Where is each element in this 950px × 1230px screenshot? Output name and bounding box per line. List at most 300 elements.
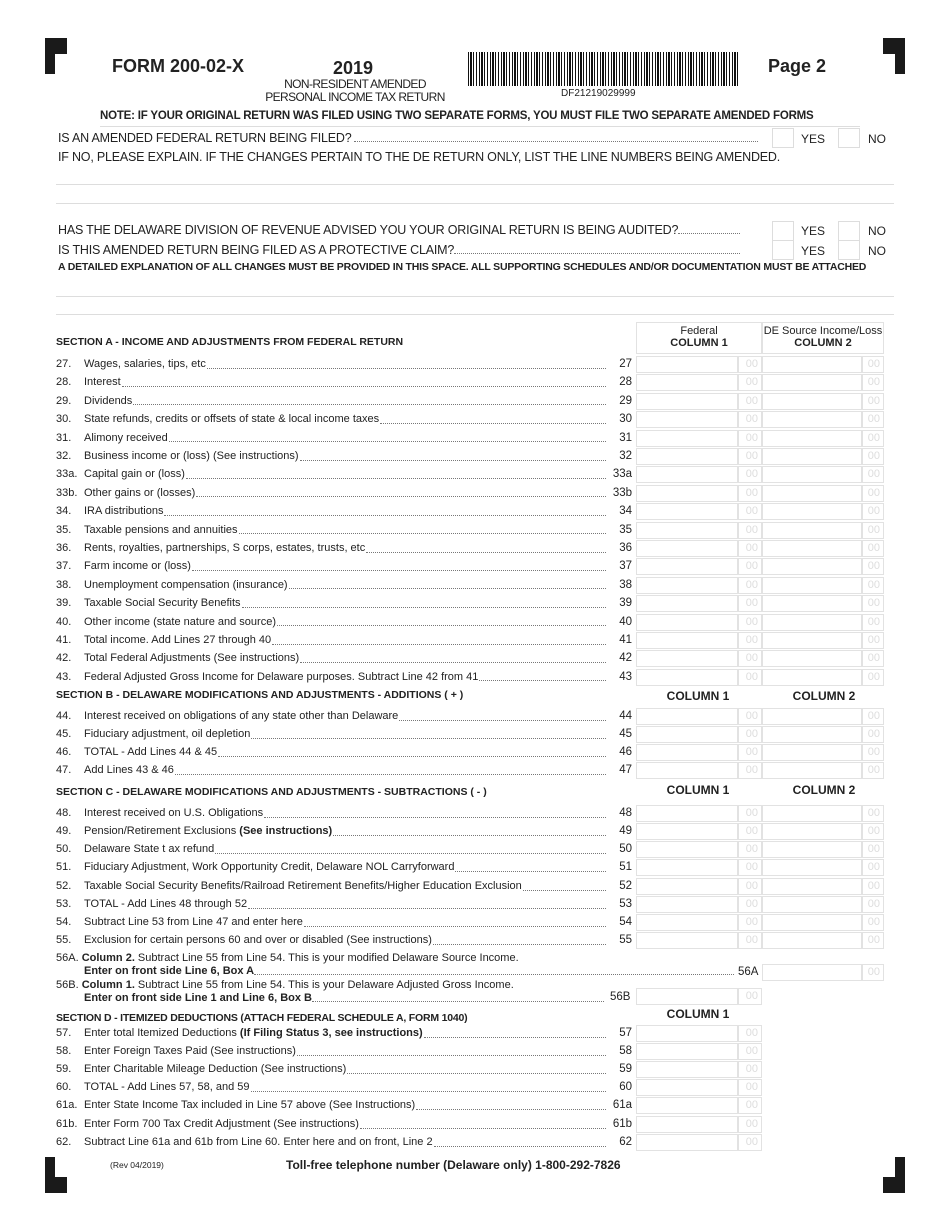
- no-checkbox-protective[interactable]: [838, 240, 860, 260]
- line-number: 56A.: [56, 952, 79, 964]
- line-59-col1-cents[interactable]: 00: [738, 1061, 762, 1078]
- line-ref: 38: [619, 578, 632, 591]
- line-40-col2-amount[interactable]: [762, 614, 862, 631]
- line-31-col2-amount[interactable]: [762, 430, 862, 447]
- line-29-col1-cents[interactable]: 00: [738, 393, 762, 410]
- line-ref: 43: [619, 670, 632, 683]
- line-52-col2-amount[interactable]: [762, 878, 862, 895]
- line-27-col1-amount[interactable]: [636, 356, 738, 373]
- line-50-col1-amount[interactable]: [636, 841, 738, 858]
- line-58-col1-cents[interactable]: 00: [738, 1043, 762, 1060]
- line-53-col1-amount[interactable]: [636, 896, 738, 913]
- line-56b-cents[interactable]: 00: [738, 988, 762, 1005]
- line-53-col2-amount[interactable]: [762, 896, 862, 913]
- line-56b: [56, 979, 514, 991]
- line-label: [84, 934, 432, 946]
- no-checkbox-audited[interactable]: [838, 221, 860, 241]
- line-55-col1-cents[interactable]: 00: [738, 932, 762, 949]
- leader: [215, 845, 606, 854]
- line-49-col2-amount[interactable]: [762, 823, 862, 840]
- line-label: [84, 1099, 415, 1111]
- line-label-text: Fiduciary Adjustment, Work Opportunity Credit, Delaware NOL Carryforward: [84, 861, 455, 873]
- line-54-col1-cents[interactable]: 00: [738, 914, 762, 931]
- line-52-col2-cents[interactable]: 00: [862, 878, 884, 895]
- line-29-col2-cents[interactable]: 00: [862, 393, 884, 410]
- line-47-col1-amount[interactable]: [636, 762, 738, 779]
- leader: [297, 1047, 606, 1056]
- line-48-col1-cents[interactable]: 00: [738, 805, 762, 822]
- line-label: [84, 1081, 250, 1093]
- line-number: 54.: [56, 916, 72, 928]
- line-47-col2-cents[interactable]: 00: [862, 762, 884, 779]
- line-57-col1-cents[interactable]: 00: [738, 1025, 762, 1042]
- line-59-col1-amount[interactable]: [636, 1061, 738, 1078]
- line-label-bold: Column 1.: [81, 979, 135, 991]
- line-ref: 61b: [612, 1118, 632, 1130]
- column1-header: [636, 322, 762, 354]
- line-54: [56, 913, 632, 931]
- line-label-text: Other income (state nature and source): [84, 615, 276, 628]
- line-39-col2-cents[interactable]: 00: [862, 595, 884, 612]
- line-label-bold: (See instructions): [239, 825, 333, 837]
- line-47-col1-cents[interactable]: 00: [738, 762, 762, 779]
- line-38-col1-amount[interactable]: [636, 577, 738, 594]
- line-32-col1-amount[interactable]: [636, 448, 738, 465]
- line-number: 37.: [56, 560, 72, 573]
- line-44-col1-amount[interactable]: [636, 708, 738, 725]
- line-37-col2-cents[interactable]: 00: [862, 558, 884, 575]
- line-30: [56, 410, 632, 428]
- line-number: 44.: [56, 710, 72, 722]
- line-label-text: State refunds, credits or offsets of state & local income taxes: [84, 413, 380, 426]
- line-number: 62.: [56, 1136, 72, 1148]
- line-35-col2-cents[interactable]: 00: [862, 522, 884, 539]
- line-28-col1-amount[interactable]: [636, 374, 738, 391]
- line-ref: 41: [619, 634, 632, 646]
- line-label-text: TOTAL - Add Lines 44 & 45: [84, 746, 218, 758]
- line-61b: [56, 1115, 632, 1133]
- line-46-col1-amount[interactable]: [636, 744, 738, 761]
- line-56a-amount[interactable]: [762, 964, 862, 981]
- line-29-col2-amount[interactable]: [762, 393, 862, 410]
- line-43-col2-amount[interactable]: [762, 669, 862, 686]
- line-number: 47.: [56, 764, 72, 776]
- line-45-col2-cents[interactable]: 00: [862, 726, 884, 743]
- line-27-col1-cents[interactable]: 00: [738, 356, 762, 373]
- line-number: 46.: [56, 746, 72, 758]
- line-29: [56, 392, 632, 410]
- line-label: [84, 450, 299, 462]
- column2-label: COLUMN 2: [794, 337, 852, 349]
- line-33a-col2-amount[interactable]: [762, 466, 862, 483]
- line-ref: 48: [619, 807, 632, 819]
- line-ref: 33b: [612, 486, 632, 499]
- leader: [354, 131, 759, 142]
- line-34: [56, 502, 632, 520]
- line-33a-col2-cents[interactable]: 00: [862, 466, 884, 483]
- line-27-col2-amount[interactable]: [762, 356, 862, 373]
- line-number: 51.: [56, 861, 72, 873]
- line-55-col2-cents[interactable]: 00: [862, 932, 884, 949]
- line-61a-col1-amount[interactable]: [636, 1097, 738, 1114]
- yes-checkbox-protective[interactable]: [772, 240, 794, 260]
- line-60-col1-amount[interactable]: [636, 1079, 738, 1096]
- line-55-col1-amount[interactable]: [636, 932, 738, 949]
- line-38-col1-cents[interactable]: 00: [738, 577, 762, 594]
- column1-label: COLUMN 1: [666, 1007, 730, 1021]
- line-46-col1-cents[interactable]: 00: [738, 744, 762, 761]
- line-36-col2-cents[interactable]: 00: [862, 540, 884, 557]
- barcode-text: DF21219029999: [561, 88, 636, 99]
- line-33a-col1-amount[interactable]: [636, 466, 738, 483]
- line-number: 33a.: [56, 468, 78, 481]
- line-39-col1-amount[interactable]: [636, 595, 738, 612]
- line-ref: 45: [619, 728, 632, 740]
- line-35-col1-cents[interactable]: 00: [738, 522, 762, 539]
- line-label: [84, 843, 214, 855]
- line-50-col2-cents[interactable]: 00: [862, 841, 884, 858]
- line-37-col1-amount[interactable]: [636, 558, 738, 575]
- line-label-text: Taxable Social Security Benefits/Railroad Retirement Benefits/Higher Education Exclusion: [84, 880, 522, 892]
- line-number: 55.: [56, 934, 72, 946]
- line-56a: [56, 952, 519, 964]
- line-label-text: Pension/Retirement Exclusions: [84, 825, 240, 837]
- line-label-text: Interest: [84, 376, 121, 389]
- leader: [366, 544, 606, 553]
- line-44: [56, 707, 632, 725]
- line-label: [84, 861, 454, 873]
- line-label: [84, 1045, 296, 1057]
- line-ref: 55: [619, 934, 632, 946]
- line-44-col2-cents[interactable]: 00: [862, 708, 884, 725]
- line-ref: 62: [619, 1136, 632, 1148]
- line-40-col1-amount[interactable]: [636, 614, 738, 631]
- line-number: 39.: [56, 597, 72, 610]
- line-41-col2-cents[interactable]: 00: [862, 632, 884, 649]
- line-55-col2-amount[interactable]: [762, 932, 862, 949]
- line-label: [84, 1063, 346, 1075]
- line-label-text: Enter Form 700 Tax Credit Adjustment (See instructions): [84, 1118, 359, 1130]
- explanation-line[interactable]: [56, 296, 894, 297]
- line-label: [84, 616, 276, 628]
- line-number: 50.: [56, 843, 72, 855]
- line-45-col1-cents[interactable]: 00: [738, 726, 762, 743]
- yes-checkbox-amended-federal[interactable]: [772, 128, 794, 148]
- line-31-col1-cents[interactable]: 00: [738, 430, 762, 447]
- line-60: [56, 1078, 632, 1096]
- line-29-col1-amount[interactable]: [636, 393, 738, 410]
- line-51-col2-cents[interactable]: 00: [862, 859, 884, 876]
- line-label: [84, 898, 247, 910]
- line-label: [84, 560, 191, 572]
- line-37-col1-cents[interactable]: 00: [738, 558, 762, 575]
- explanation-line[interactable]: [56, 203, 894, 204]
- tax-year: 2019: [333, 58, 374, 78]
- line-48-col2-amount[interactable]: [762, 805, 862, 822]
- line-38-col2-cents[interactable]: 00: [862, 577, 884, 594]
- line-label-text: Enter total Itemized Deductions: [84, 1027, 240, 1039]
- line-label: [84, 746, 217, 758]
- line-label: [84, 487, 195, 499]
- no-label: NO: [868, 224, 886, 238]
- line-53-col1-cents[interactable]: 00: [738, 896, 762, 913]
- line-49: [56, 822, 632, 840]
- line-number: 61b.: [56, 1118, 78, 1130]
- line-label: [84, 597, 241, 609]
- line-32-col1-cents[interactable]: 00: [738, 448, 762, 465]
- leader: [304, 918, 606, 927]
- line-46-col2-cents[interactable]: 00: [862, 744, 884, 761]
- line-number: 32.: [56, 450, 72, 462]
- line-label-text: Unemployment compensation (insurance): [84, 578, 288, 591]
- line-39-col1-cents[interactable]: 00: [738, 595, 762, 612]
- line-number: 61a.: [56, 1099, 78, 1111]
- line-label: [84, 710, 398, 722]
- line-38-col2-amount[interactable]: [762, 577, 862, 594]
- line-label-text: Total income. Add Lines 27 through 40: [84, 634, 272, 646]
- line-42-col1-cents[interactable]: 00: [738, 650, 762, 667]
- line-48-col2-cents[interactable]: 00: [862, 805, 884, 822]
- divider: [100, 126, 860, 127]
- line-36-col1-cents[interactable]: 00: [738, 540, 762, 557]
- line-label: [84, 880, 522, 892]
- line-30-col1-amount[interactable]: [636, 411, 738, 428]
- line-41-col2-amount[interactable]: [762, 632, 862, 649]
- line-ref: 35: [619, 523, 632, 536]
- line-33b-col2-cents[interactable]: 00: [862, 485, 884, 502]
- corner-mark: [45, 1177, 67, 1193]
- line-53: [56, 895, 632, 913]
- line-label-text: Total Federal Adjustments (See instructions): [84, 652, 300, 665]
- line-label-text: Dividends: [84, 394, 133, 407]
- line-61b-col1-cents[interactable]: 00: [738, 1116, 762, 1133]
- line-40-col2-cents[interactable]: 00: [862, 614, 884, 631]
- line-41-col1-amount[interactable]: [636, 632, 738, 649]
- line-number: 28.: [56, 376, 72, 389]
- line-45-col2-amount[interactable]: [762, 726, 862, 743]
- line-label: [84, 579, 288, 591]
- line-48-col1-amount[interactable]: [636, 805, 738, 822]
- line-42: [56, 649, 632, 667]
- line-32-col2-amount[interactable]: [762, 448, 862, 465]
- line-54-col1-amount[interactable]: [636, 914, 738, 931]
- line-label-text: Enter Foreign Taxes Paid (See instructions): [84, 1045, 296, 1057]
- line-27: [56, 355, 632, 373]
- leader: [289, 580, 606, 589]
- line-56b-amount[interactable]: [636, 988, 738, 1005]
- line-label-text: Fiduciary adjustment, oil depletion: [84, 728, 251, 740]
- line-label: [84, 413, 379, 425]
- line-label-text: Rents, royalties, partnerships, S corps, estates, trusts, etc: [84, 542, 366, 554]
- line-45-col1-amount[interactable]: [636, 726, 738, 743]
- line-34-col2-amount[interactable]: [762, 503, 862, 520]
- line-label: [84, 825, 332, 837]
- yes-checkbox-audited[interactable]: [772, 221, 794, 241]
- line-44-col1-cents[interactable]: 00: [738, 708, 762, 725]
- line-label-text: TOTAL - Add Lines 48 through 52: [84, 898, 248, 910]
- line-28-col1-cents[interactable]: 00: [738, 374, 762, 391]
- line-34-col2-cents[interactable]: 00: [862, 503, 884, 520]
- leader: [333, 827, 606, 836]
- line-37-col2-amount[interactable]: [762, 558, 862, 575]
- no-label: NO: [868, 132, 886, 146]
- line-61a-col1-cents[interactable]: 00: [738, 1097, 762, 1114]
- line-39-col2-amount[interactable]: [762, 595, 862, 612]
- line-54-col2-amount[interactable]: [762, 914, 862, 931]
- line-49-col1-amount[interactable]: [636, 823, 738, 840]
- line-35-col2-amount[interactable]: [762, 522, 862, 539]
- line-number: 59.: [56, 1063, 72, 1075]
- line-59: [56, 1060, 632, 1078]
- line-52-col1-amount[interactable]: [636, 878, 738, 895]
- page-number: Page 2: [768, 56, 827, 76]
- leader: [192, 562, 606, 571]
- line-39: [56, 594, 632, 612]
- line-43: [56, 668, 632, 686]
- line-33a-col1-cents[interactable]: 00: [738, 466, 762, 483]
- line-label-text: Interest received on obligations of any state other than Delaware: [84, 710, 399, 722]
- line-56a-cents[interactable]: 00: [862, 964, 884, 981]
- form-number: FORM 200-02-X: [112, 56, 245, 76]
- line-42-col2-cents[interactable]: 00: [862, 650, 884, 667]
- line-51-col1-cents[interactable]: 00: [738, 859, 762, 876]
- explanation-line[interactable]: [56, 184, 894, 185]
- line-41-col1-cents[interactable]: 00: [738, 632, 762, 649]
- line-43-col1-amount[interactable]: [636, 669, 738, 686]
- line-40: [56, 613, 632, 631]
- line-47-col2-amount[interactable]: [762, 762, 862, 779]
- line-36-col1-amount[interactable]: [636, 540, 738, 557]
- line-35-col1-amount[interactable]: [636, 522, 738, 539]
- subtitle-line2: PERSONAL INCOME TAX RETURN: [265, 90, 445, 104]
- line-50-col2-amount[interactable]: [762, 841, 862, 858]
- subtitle-line1: NON-RESIDENT AMENDED: [284, 77, 426, 91]
- line-label-text: Enter State Income Tax included in Line 57 above (See Instructions): [84, 1099, 416, 1111]
- line-42-col2-amount[interactable]: [762, 650, 862, 667]
- line-41: [56, 631, 632, 649]
- line-51-col1-amount[interactable]: [636, 859, 738, 876]
- leader: [347, 1065, 606, 1074]
- line-label: [84, 728, 250, 740]
- line-33b-col1-cents[interactable]: 00: [738, 485, 762, 502]
- line-51-col2-amount[interactable]: [762, 859, 862, 876]
- line-number: 35.: [56, 523, 72, 536]
- line-57-col1-amount[interactable]: [636, 1025, 738, 1042]
- line-50-col1-cents[interactable]: 00: [738, 841, 762, 858]
- leader: [133, 396, 606, 405]
- line-label: [84, 524, 238, 536]
- line-30-col2-cents[interactable]: 00: [862, 411, 884, 428]
- line-label: [84, 432, 168, 444]
- leader: [175, 766, 606, 775]
- leader: [434, 1138, 606, 1147]
- line-42-col1-amount[interactable]: [636, 650, 738, 667]
- line-35: [56, 521, 632, 539]
- line-43-col1-cents[interactable]: 00: [738, 669, 762, 686]
- line-49-col2-cents[interactable]: 00: [862, 823, 884, 840]
- leader: [248, 900, 606, 909]
- line-number: 36.: [56, 542, 72, 554]
- form-subtitle: [250, 78, 460, 104]
- line-ref: 53: [619, 898, 632, 910]
- leader: [196, 488, 606, 497]
- line-number: 38.: [56, 578, 72, 591]
- line-ref: 50: [619, 843, 632, 855]
- leader: [186, 470, 606, 479]
- column2-header: [762, 322, 884, 354]
- line-number: 43.: [56, 670, 72, 683]
- line-49-col1-cents[interactable]: 00: [738, 823, 762, 840]
- line-61b-col1-amount[interactable]: [636, 1116, 738, 1133]
- line-28-col2-amount[interactable]: [762, 374, 862, 391]
- line-33b-col2-amount[interactable]: [762, 485, 862, 502]
- line-label: [84, 395, 132, 407]
- line-label: [84, 468, 185, 480]
- line-ref: 32: [619, 450, 632, 462]
- line-54-col2-cents[interactable]: 00: [862, 914, 884, 931]
- line-ref: 30: [619, 413, 632, 426]
- line-62-col1-cents[interactable]: 00: [738, 1134, 762, 1151]
- question-text: IS THIS AMENDED RETURN BEING FILED AS A PROTECTIVE CLAIM?: [58, 243, 455, 257]
- line-44-col2-amount[interactable]: [762, 708, 862, 725]
- leader: [455, 863, 606, 872]
- line-36-col2-amount[interactable]: [762, 540, 862, 557]
- line-34-col1-cents[interactable]: 00: [738, 503, 762, 520]
- line-number: 48.: [56, 807, 72, 819]
- explanation-line[interactable]: [56, 314, 894, 315]
- line-46-col2-amount[interactable]: [762, 744, 862, 761]
- line-ref: 46: [619, 746, 632, 758]
- line-33b: [56, 484, 632, 502]
- line-30-col2-amount[interactable]: [762, 411, 862, 428]
- yes-label: YES: [801, 132, 826, 146]
- line-62-col1-amount[interactable]: [636, 1134, 738, 1151]
- line-28-col2-cents[interactable]: 00: [862, 374, 884, 391]
- line-number: 41.: [56, 634, 72, 646]
- line-27-col2-cents[interactable]: 00: [862, 356, 884, 373]
- line-32-col2-cents[interactable]: 00: [862, 448, 884, 465]
- line-60-col1-cents[interactable]: 00: [738, 1079, 762, 1096]
- line-30-col1-cents[interactable]: 00: [738, 411, 762, 428]
- leader: [312, 992, 604, 1002]
- line-34-col1-amount[interactable]: [636, 503, 738, 520]
- line-ref: 51: [619, 861, 632, 873]
- line-ref: 56B: [610, 991, 631, 1003]
- line-label-text: Taxable pensions and annuities: [84, 523, 238, 536]
- leader: [251, 730, 606, 739]
- line-52-col1-cents[interactable]: 00: [738, 878, 762, 895]
- line-31-col1-amount[interactable]: [636, 430, 738, 447]
- line-40-col1-cents[interactable]: 00: [738, 614, 762, 631]
- line-43-col2-cents[interactable]: 00: [862, 669, 884, 686]
- leader: [300, 452, 606, 461]
- question-text: HAS THE DELAWARE DIVISION OF REVENUE ADVISED YOU YOUR ORIGINAL RETURN IS BEING AUDITED?: [58, 223, 679, 237]
- line-62: [56, 1133, 632, 1151]
- line-53-col2-cents[interactable]: 00: [862, 896, 884, 913]
- line-number: 60.: [56, 1081, 72, 1093]
- line-58-col1-amount[interactable]: [636, 1043, 738, 1060]
- leader: [254, 965, 734, 975]
- section-b-title: SECTION B - DELAWARE MODIFICATIONS AND ADJUSTMENTS - ADDITIONS ( + ): [56, 689, 464, 701]
- leader: [239, 525, 606, 534]
- line-31-col2-cents[interactable]: 00: [862, 430, 884, 447]
- line-number: 42.: [56, 652, 72, 665]
- line-33b-col1-amount[interactable]: [636, 485, 738, 502]
- corner-mark: [883, 1177, 905, 1193]
- line-number: 27.: [56, 358, 72, 370]
- leader: [122, 378, 606, 387]
- no-checkbox-amended-federal[interactable]: [838, 128, 860, 148]
